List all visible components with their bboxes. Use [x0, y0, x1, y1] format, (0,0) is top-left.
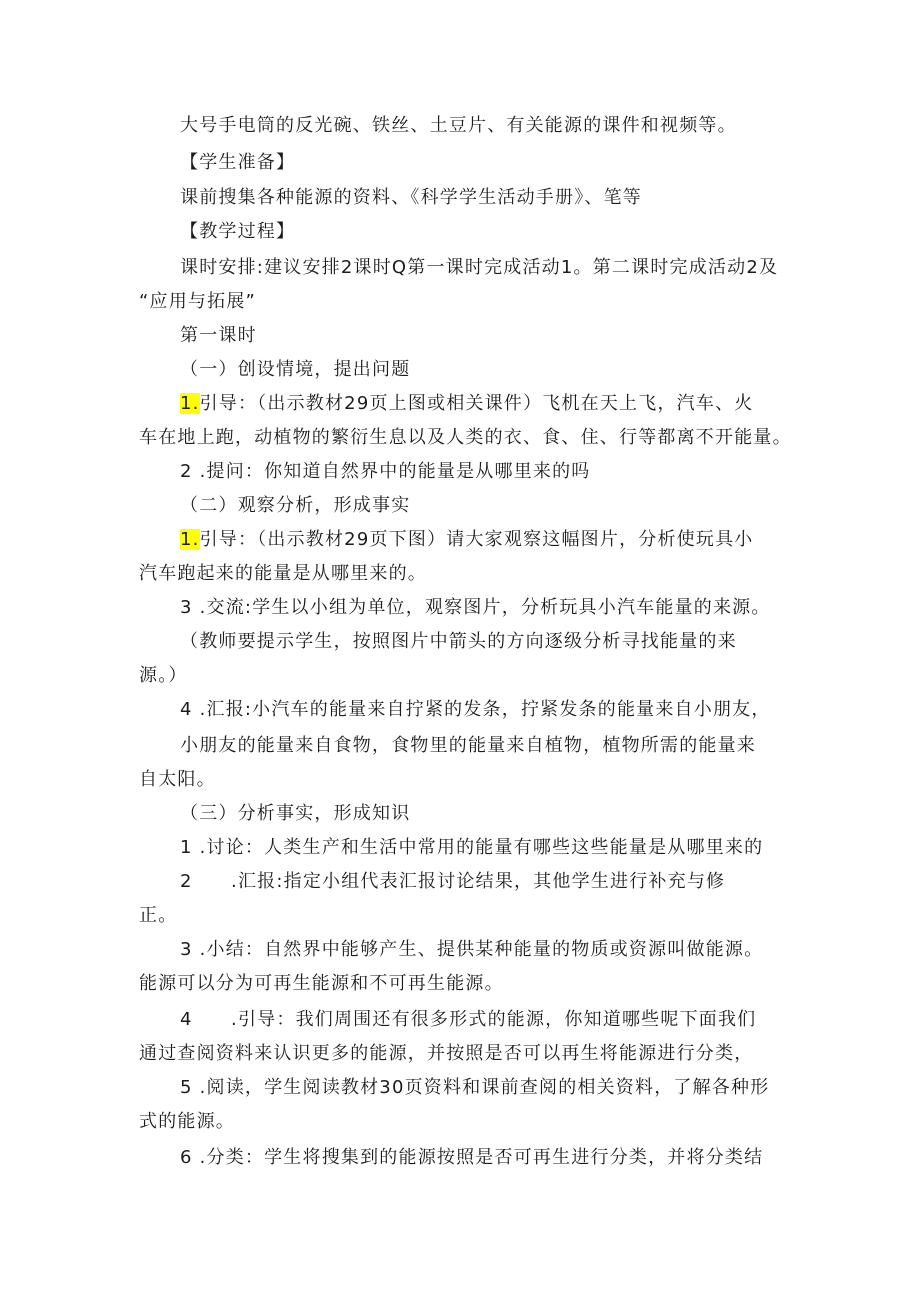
- heading-section-one: （一）创设情境，提出问题: [180, 359, 411, 380]
- heading-section-three: （三）分析事实，形成知识: [180, 803, 411, 824]
- highlight-marker: 1.: [180, 529, 200, 550]
- heading-teaching-process: 【教学过程】: [180, 221, 296, 242]
- text-line-intro-2-cont: 汽车跑起来的能量是从哪里来的。: [139, 563, 427, 584]
- text-line-group-report: 2 .汇报:指定小组代表汇报讨论结果，其他学生进行补充与修: [180, 871, 726, 892]
- text-line-summary-cont: 能源可以分为可再生能源和不可再生能源。: [139, 973, 504, 994]
- text-line-teacher-note-cont: 源。）: [139, 665, 188, 686]
- text-line-discussion: 1 .讨论：人类生产和生活中常用的能量有哪些这些能量是从哪里来的: [180, 837, 764, 858]
- text-line-guidance-cont: 通过查阅资料来认识更多的能源，并按照是否可以再生将能源进行分类，: [139, 1043, 754, 1064]
- text-line-intro-1-cont: 车在地上跑，动植物的繁衍生息以及人类的衣、食、住、行等都离不开能量。: [139, 427, 792, 448]
- text-line-report: 4 .汇报:小汽车的能量来自拧紧的发条，拧紧发条的能量来自小朋友，: [180, 699, 771, 720]
- text-line-schedule-cont: “应用与拓展”: [139, 291, 257, 312]
- text-line-materials: 大号手电筒的反光碗、铁丝、土豆片、有关能源的课件和视频等。: [180, 115, 737, 136]
- heading-student-preparation: 【学生准备】: [180, 152, 296, 173]
- text-line-guidance: 4 .引导：我们周围还有很多形式的能源，你知道哪些呢下面我们: [180, 1009, 757, 1030]
- heading-section-two: （二）观察分析，形成事实: [180, 495, 411, 516]
- text-line-report-cont-2: 自太阳。: [139, 769, 216, 790]
- text-line-reading: 5 .阅读，学生阅读教材30页资料和课前查阅的相关资料，了解各种形: [180, 1077, 770, 1098]
- highlight-marker: 1.: [180, 393, 200, 414]
- text-line-question: 2 .提问：你知道自然界中的能量是从哪里来的吗: [180, 461, 591, 482]
- text-line-classification: 6 .分类：学生将搜集到的能源按照是否可再生进行分类，并将分类结: [180, 1147, 764, 1168]
- text-line-schedule: 课时安排:建议安排2课时Q第一课时完成活动1。第二课时完成活动2及: [180, 257, 779, 278]
- text-line-intro-1: [180, 391, 753, 417]
- text-line-student-preparation: 课前搜集各种能源的资料、《科学学生活动手册》、笔等: [180, 187, 642, 208]
- text-line-intro-1-body: 引导：（出示教材29页上图或相关课件）飞机在天上飞，汽车、火: [199, 393, 754, 414]
- heading-first-lesson: 第一课时: [180, 325, 257, 346]
- text-line-group-report-cont: 正。: [139, 905, 178, 926]
- text-line-summary: 3 .小结：自然界中能够产生、提供某种能量的物质或资源叫做能源。: [180, 939, 764, 960]
- text-line-intro-2: [180, 527, 753, 553]
- text-line-exchange: 3 .交流:学生以小组为单位，观察图片，分析玩具小汽车能量的来源。: [180, 597, 771, 618]
- text-line-reading-cont: 式的能源。: [139, 1111, 235, 1132]
- text-line-report-cont-1: 小朋友的能量来自食物，食物里的能量来自植物，植物所需的能量来: [180, 735, 756, 756]
- text-line-intro-2-body: 引导：（出示教材29页下图）请大家观察这幅图片，分析使玩具小: [199, 529, 754, 550]
- text-line-teacher-note: （教师要提示学生，按照图片中箭头的方向逐级分析寻找能量的来: [180, 631, 737, 652]
